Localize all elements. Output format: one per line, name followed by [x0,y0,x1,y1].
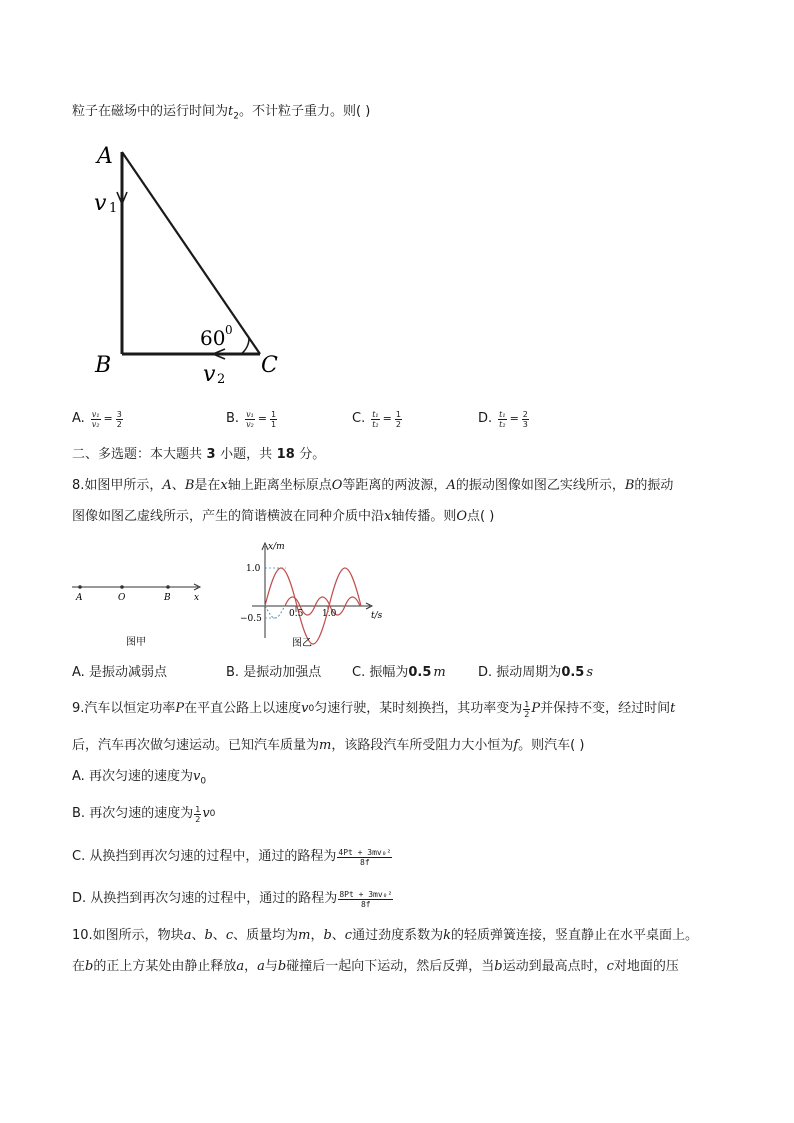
fraction-numerator: 1 [195,804,201,814]
y-axis-label: x/m [268,542,285,552]
stem-text: ， [310,928,324,943]
heading-count: 3 [202,447,221,462]
stem-text: 、 [171,478,185,493]
var-b: b [204,928,213,943]
q7-label-b: B [95,353,112,378]
stem-text: 图像如图乙虚线所示，产生的简谐横波在同种介质中沿 [72,509,385,524]
distance-fraction [337,848,392,867]
fraction-denominator: 8f [360,899,371,909]
q7-triangle-figure [85,138,295,383]
q7-label-c: C [261,353,278,378]
var-p: P [531,701,541,716]
q7-label-a: A [97,144,113,169]
q8-figure-jia [68,575,213,650]
q7-option-a[interactable] [72,404,124,434]
stem-text: 匀速行驶，某时刻换挡，其功率变为 [314,701,523,716]
var-a: A [162,478,172,493]
option-unit: s [586,665,594,680]
q7-label-v1: v [94,191,107,216]
option-letter: C. [352,411,366,426]
q7-option-d[interactable] [478,404,530,434]
fraction-numerator: 1 [271,409,277,419]
var-a: a [236,959,245,974]
q8-stem-line2 [72,509,494,525]
fraction-numerator: 8Pt + 3mv₀² [339,889,393,899]
stem-text: 与 [264,959,278,974]
var-x: x [384,509,392,524]
option-text: 是振动加强点 [243,665,322,680]
fraction-denominator: 3 [522,419,528,429]
var-p: P [175,701,185,716]
option-lhs-fraction [91,410,101,429]
fraction-denominator: 2 [195,814,201,824]
option-text: 再次匀速的速度为 [89,806,194,821]
half-fraction [194,805,201,824]
heading-text-a: 二、多选题：本大题共 [72,447,203,462]
var-v0-sub: 0 [308,704,315,714]
var-v0: v [192,769,201,784]
var-c: c [606,959,614,974]
fraction-numerator: t₁ [372,409,379,419]
x-axis-label: t/s [371,611,383,621]
var-v0-sub: 0 [209,809,216,819]
q9-option-c[interactable] [72,842,393,872]
point-b [166,585,170,589]
var-o: O [456,509,468,524]
q7-stem-tail [72,104,370,125]
option-lhs-fraction [371,410,379,429]
fraction-numerator: 4Pt + 3mv₀² [338,847,392,857]
q7-label-v1-sub: 1 [109,201,118,216]
option-letter: C. [352,665,366,680]
fraction-numerator: v₁ [246,409,254,419]
q8-option-d[interactable] [478,665,593,681]
q7-label-v2-sub: 2 [217,372,226,383]
var-b: b [323,928,332,943]
q7-option-b[interactable] [226,404,278,434]
point-a [78,585,82,589]
var-b: b [85,959,94,974]
option-unit: m [433,665,446,680]
option-letter: D. [72,891,87,906]
option-lhs-fraction [245,410,255,429]
distance-fraction [338,890,393,909]
stem-text: 的轻质弹簧连接，竖直静止在水平桌面上。 [450,928,698,943]
q7-angle-arc [241,338,249,354]
fraction-denominator: 2 [116,419,122,429]
var-a: a [183,928,192,943]
stem-text: 、 [191,928,205,943]
stem-text: 在平直公路上以速度 [184,701,302,716]
fraction-denominator: 2 [524,709,530,719]
option-text: 再次匀速的速度为 [88,769,193,784]
q9-stem-line1 [72,696,675,722]
section-heading [72,447,325,463]
equals-sign: = [257,412,268,425]
q7-stem-text-a: 粒子在磁场中的运行时间为 [72,104,229,119]
option-text: 从换挡到再次匀速的过程中，通过的路程为 [89,849,337,864]
var-b: b [494,959,503,974]
option-letter: D. [478,665,493,680]
stem-text: 10.如图所示，物块 [72,928,184,943]
stem-text: 的振动图像如图乙实线所示， [455,478,625,493]
var-v0-sub: 0 [200,776,207,787]
q9-option-a[interactable] [72,769,206,790]
q10-stem-line2 [72,959,679,975]
fraction-denominator: t₂ [372,419,379,429]
stem-text: 。则汽车( ) [518,738,585,753]
x-tick-10: 1.0 [322,609,337,619]
q7-angle-value: 60 [200,326,226,350]
label-a: A [76,593,83,603]
option-text: 是振动减弱点 [88,665,167,680]
q8-stem-line1 [72,478,673,494]
option-value: 0.5 [408,665,432,680]
option-rhs-fraction [116,410,123,429]
option-letter: B. [72,806,86,821]
q7-label-v2: v [203,362,216,383]
fraction-denominator: v₂ [246,419,254,429]
q9-option-d[interactable] [72,884,394,914]
stem-text: 的正上方某处由静止释放 [93,959,237,974]
option-letter: B. [226,411,240,426]
equals-sign: = [382,412,392,425]
fraction-numerator: 2 [522,409,528,419]
option-rhs-fraction [270,410,277,429]
equals-sign: = [103,412,113,425]
var-x: x [220,478,228,493]
q8-option-c[interactable] [352,665,446,681]
stem-text: 运动到最高点时， [502,959,607,974]
point-o [120,585,124,589]
stem-text: 对地面的压 [613,959,679,974]
stem-text: 并保持不变，经过时间 [540,701,671,716]
q10-stem-line1 [72,928,698,944]
var-m: m [319,738,332,753]
var-c: c [344,928,353,943]
stem-text: 点( ) [467,509,495,524]
stem-text: 在 [72,959,86,974]
stem-text: 9.汽车以恒定功率 [72,701,176,716]
option-letter: D. [478,411,493,426]
stem-text: 、质量均为 [233,928,299,943]
fraction-denominator: 8f [360,857,370,867]
q8-figure-yi [238,538,390,650]
stem-text: 等距离的两波源， [342,478,447,493]
option-value: 0.5 [561,665,585,680]
var-v0: v [202,806,210,821]
stem-text: ， [244,959,258,974]
stem-text: 、 [331,928,345,943]
option-letter: B. [226,665,240,680]
var-b: B [184,478,195,493]
option-rhs-fraction [395,410,402,429]
stem-text: 8.如图甲所示， [72,478,163,493]
var-b: b [277,959,287,974]
option-letter: A. [72,769,85,784]
q9-option-b[interactable] [72,800,215,828]
stem-text: 通过劲度系数为 [352,928,444,943]
fraction-denominator: t₂ [499,419,506,429]
var-k: k [443,928,451,943]
option-letter: C. [72,849,86,864]
fraction-denominator: 2 [395,419,401,429]
fraction-numerator: 3 [116,409,122,419]
q7-stem-text-b: 。不计粒子重力。则( ) [238,104,371,119]
var-m: m [298,928,311,943]
half-fraction [523,700,530,719]
q7-option-c[interactable] [352,404,403,434]
option-letter: A. [72,411,85,426]
fraction-numerator: 1 [524,699,530,709]
fraction-numerator: v₁ [91,409,100,419]
var-o: O [331,478,343,493]
q8-option-a[interactable] [72,665,167,681]
q7-side-ac [122,152,260,354]
var-a: a [257,959,265,974]
heading-score: 18 [272,447,300,462]
equals-sign: = [509,412,519,425]
var-b: B [624,478,635,493]
figure-caption: 图乙 [292,638,312,649]
stem-text: 后，汽车再次做匀速运动。已知汽车质量为 [72,738,320,753]
x-tick-05: 0.5 [289,609,304,619]
option-rhs-fraction [522,410,529,429]
option-lhs-fraction [498,410,506,429]
stem-text: 的振动 [634,478,674,493]
label-b: B [164,593,171,603]
stem-text: 碰撞后一起向下运动，然后反弹，当 [286,959,495,974]
wave-b-dashed [265,606,285,618]
fraction-numerator: 1 [395,409,401,419]
stem-text: 是在 [194,478,221,493]
figure-caption: 图甲 [126,637,146,648]
fraction-denominator: 1 [271,419,277,429]
var-f: f [513,738,519,753]
stem-text: ，该路段汽车所受阻力大小恒为 [331,738,514,753]
var-c: c [225,928,234,943]
label-o: O [118,593,126,603]
y-tick-1: 1.0 [246,564,261,574]
q7-angle-degree: 0 [225,323,233,337]
option-text: 从换挡到再次匀速的过程中，通过的路程为 [90,891,338,906]
var-v0: v [301,701,309,716]
y-tick-m05: −0.5 [240,614,262,624]
option-text: 振幅为 [369,665,409,680]
fraction-numerator: t₁ [499,409,506,419]
q8-option-b[interactable] [226,665,321,681]
option-letter: A. [72,665,85,680]
var-t: t [670,701,676,716]
option-text: 振动周期为 [496,665,562,680]
stem-text: 轴上距离坐标原点 [227,478,332,493]
q9-stem-line2 [72,738,584,754]
stem-text: 、 [212,928,226,943]
fraction-denominator: v₂ [91,419,100,429]
heading-text-c: 分。 [299,447,326,462]
q7-stem-t2-sub: 2 [233,111,239,122]
var-a: A [446,478,456,493]
q7-stem-t2: t [228,104,234,119]
heading-text-b: 小题，共 [220,447,273,462]
label-x: x [194,593,200,603]
stem-text: 轴传播。则 [391,509,457,524]
